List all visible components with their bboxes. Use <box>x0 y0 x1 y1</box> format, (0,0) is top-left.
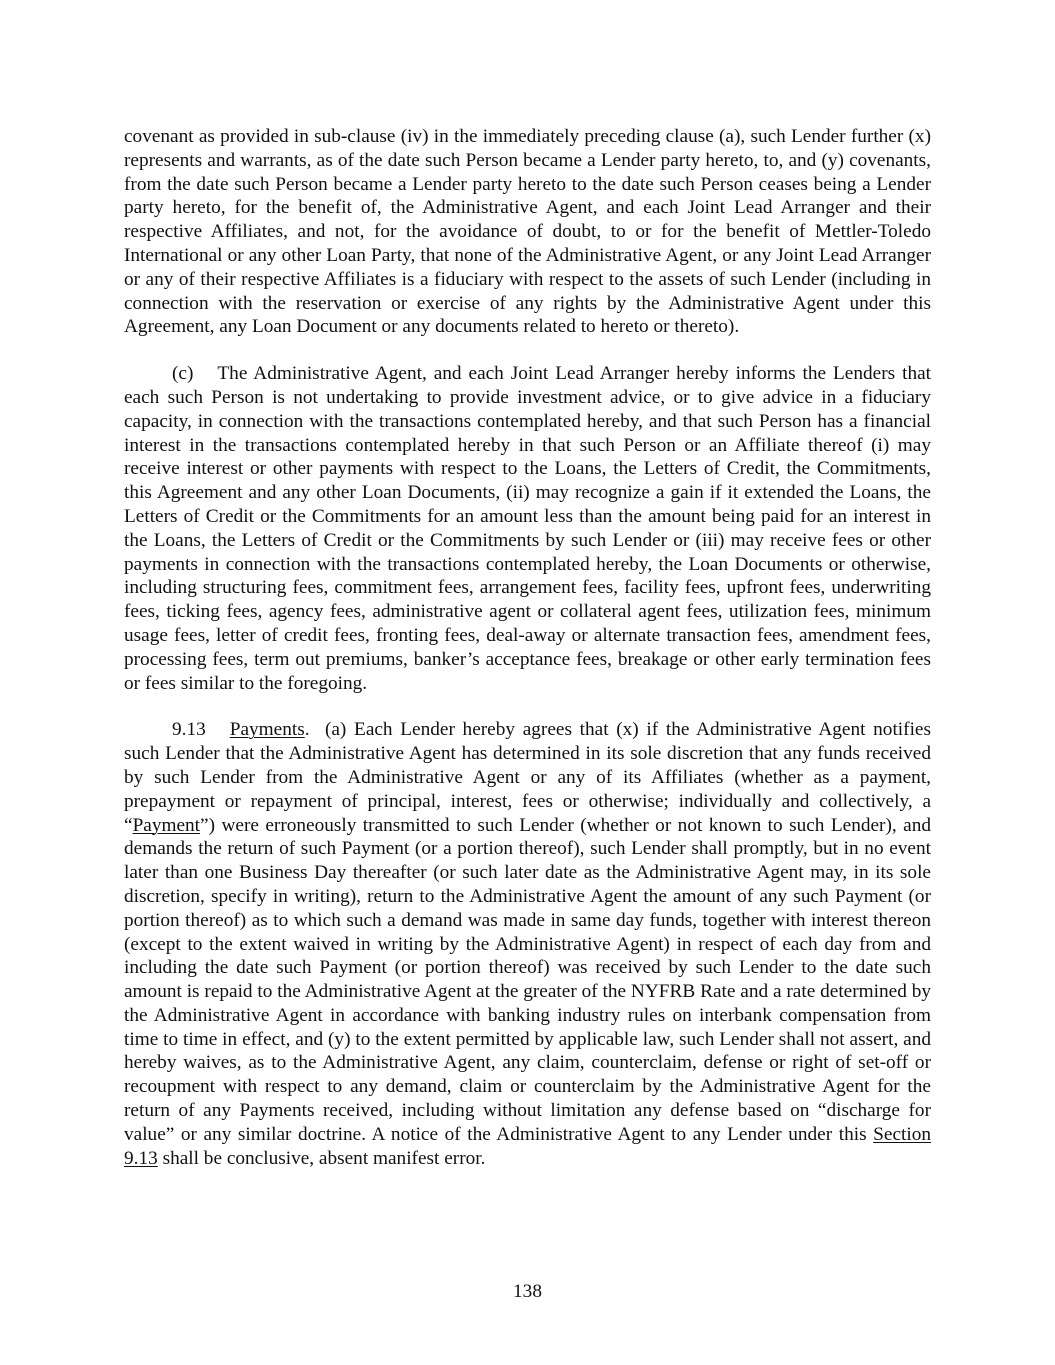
clause-marker: (c) <box>172 363 194 385</box>
paragraph-fiduciary-covenant <box>124 125 931 339</box>
paragraph-text: (a) Each Lender hereby agrees that (x) if the Administrative Agent notifies such Lender that the Administrative Agent has determined in its sole discretion that any funds received by such Lender from the Administrative Agent or any of its Affiliates (whether as a payment, prepayment or repayment of principal, interest, fees or otherwise; individually and collectively, a “ <box>124 719 931 836</box>
page-number: 138 <box>513 1281 542 1302</box>
section-number: 9.13 <box>172 719 206 741</box>
section-heading: Payments <box>229 719 305 741</box>
section-reference: Section 9.13 <box>124 1123 931 1169</box>
paragraph-text: The Administrative Agent, and each Joint Lead Arranger hereby informs the Lenders that each such Person is not undertaking to provide investment advice, or to give advice in a fiduciary capacity, in connection with the transactions contemplated hereby, and that such Person has a financial interest in the transactions contemplated hereby in that such Person or an Affiliate thereof (i) may receive interest or other payments with respect to the Loans, the Letters of Credit, the Commitments, this Agreement and any other Loan Documents, (ii) may recognize a gain if it extended the Loans, the Letters of Credit or the Commitments for an amount less than the amount being paid for an interest in the Loans, the Letters of Credit or the Commitments by such Lender or (iii) may receive fees or other payments in connection with the transactions contemplated hereby, the Loan Documents or otherwise, including structuring fees, commitment fees, arrangement fees, facility fees, upfront fees, underwriting fees, ticking fees, agency fees, administrative agent or collateral agent fees, utilization fees, minimum usage fees, letter of credit fees, fronting fees, deal-away or alternate transaction fees, amendment fees, processing fees, term out premiums, banker’s acceptance fees, breakage or other early termination fees or fees similar to the foregoing. <box>124 363 931 694</box>
paragraph-section-9-13 <box>124 718 931 1170</box>
defined-term: Payment <box>132 814 201 836</box>
paragraph-text: ”) were erroneously transmitted to such Lender (whether or not known to such Lender), and demands the return of such Payment (or a portion thereof), such Lender shall promptly, but in no event later than one Business Day thereafter (or such later date as the Administrative Agent may, in its sole discretion, specify in writing), return to the Administrative Agent the amount of any such Payment (or portion thereof) as to which such a demand was made in same day funds, together with interest thereon (except to the extent waived in writing by the Administrative Agent) in respect of each day from and including the date such Payment (or portion thereof) was received by such Lender to the date such amount is repaid to the Administrative Agent at the greater of the NYFRB Rate and a rate determined by the Administrative Agent in accordance with banking industry rules on interbank compensation from time to time in effect, and (y) to the extent permitted by applicable law, such Lender shall not assert, and hereby waives, as to the Administrative Agent, any claim, counterclaim, defense or right of set-off or recoupment with respect to any demand, claim or counterclaim by the Administrative Agent for the return of any Payments received, including without limitation any defense based on “discharge for value” or any similar doctrine. A notice of the Administrative Agent to any Lender under this <box>124 814 931 1145</box>
heading-punctuation: . <box>304 719 310 741</box>
paragraph-text: shall be conclusive, absent manifest error. <box>157 1147 486 1169</box>
paragraph-clause-c <box>124 362 931 695</box>
paragraph-text: covenant as provided in sub-clause (iv) in the immediately preceding clause (a), such Lender further (x) represents and warrants, as of the date such Person became a Lender party hereto, to, and (y) covenants, from the date such Person became a Lender party hereto to the date such Person ceases being a Lender party hereto, for the benefit of, the Administrative Agent, and each Joint Lead Arranger and their respective Affiliates, and not, for the avoidance of doubt, to or for the benefit of Mettler-Toledo International or any other Loan Party, that none of the Administrative Agent, or any Joint Lead Arranger or any of their respective Affiliates is a fiduciary with respect to the assets of such Lender (including in connection with the reservation or exercise of any rights by the Administrative Agent under this Agreement, any Loan Document or any documents related to hereto or thereto). <box>124 126 931 338</box>
document-body <box>124 125 931 1170</box>
